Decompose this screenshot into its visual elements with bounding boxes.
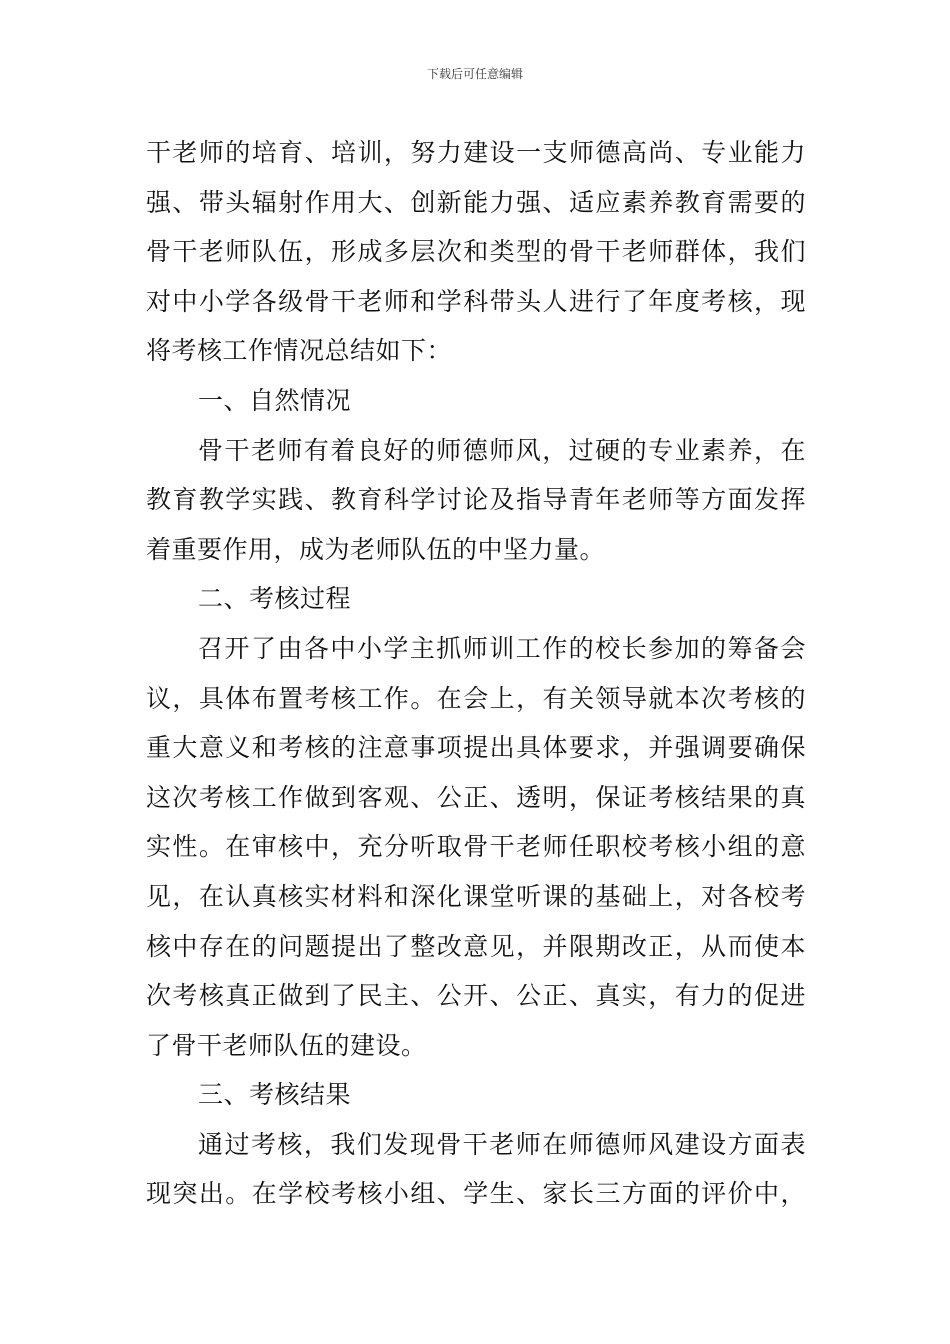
text-line: 重大意义和考核的注意事项提出具体要求，并强调要确保 [146, 733, 806, 763]
page-header-note: 下载后可任意编辑 [426, 67, 523, 81]
text-line: 强、带头辐射作用大、创新能力强、适应素养教育需要的 [146, 187, 806, 217]
text-line: 召开了由各中小学主抓师训工作的校长参加的筹备会 [198, 633, 806, 663]
section-heading-1: 一、自然情况 [198, 385, 352, 415]
text-line: 现突出。在学校考核小组、学生、家长三方面的评价中， [146, 1179, 806, 1209]
text-line: 议，具体布置考核工作。在会上，有关领导就本次考核的 [146, 683, 806, 713]
text-line: 骨干老师有着良好的师德师风，过硬的专业素养，在 [198, 435, 806, 465]
text-line: 见，在认真核实材料和深化课堂听课的基础上，对各校考 [146, 881, 806, 911]
section-heading-3: 三、考核结果 [198, 1080, 352, 1110]
text-line: 骨干老师队伍，形成多层次和类型的骨干老师群体，我们 [146, 237, 806, 267]
text-line: 实性。在审核中，充分听取骨干老师任职校考核小组的意 [146, 832, 806, 862]
document-body [146, 128, 806, 1219]
text-line: 干老师的培育、培训，努力建设一支师德高尚、专业能力 [146, 138, 806, 167]
section-heading-2: 二、考核过程 [198, 584, 352, 614]
text-line: 次考核真正做到了民主、公开、公正、真实，有力的促进 [146, 981, 806, 1011]
text-line: 通过考核，我们发现骨干老师在师德师风建设方面表 [198, 1129, 806, 1159]
text-line: 教育教学实践、教育科学讨论及指导青年老师等方面发挥 [146, 485, 806, 515]
text-line: 对中小学各级骨干老师和学科带头人进行了年度考核，现 [146, 286, 806, 316]
text-line: 核中存在的问题提出了整改意见，并限期改正，从而使本 [146, 931, 806, 961]
text-line: 着重要作用，成为老师队伍的中坚力量。 [146, 534, 606, 564]
text-line: 这次考核工作做到客观、公正、透明，保证考核结果的真 [146, 782, 806, 812]
text-line: 将考核工作情况总结如下： [146, 336, 453, 366]
text-line: 了骨干老师队伍的建设。 [146, 1030, 427, 1060]
